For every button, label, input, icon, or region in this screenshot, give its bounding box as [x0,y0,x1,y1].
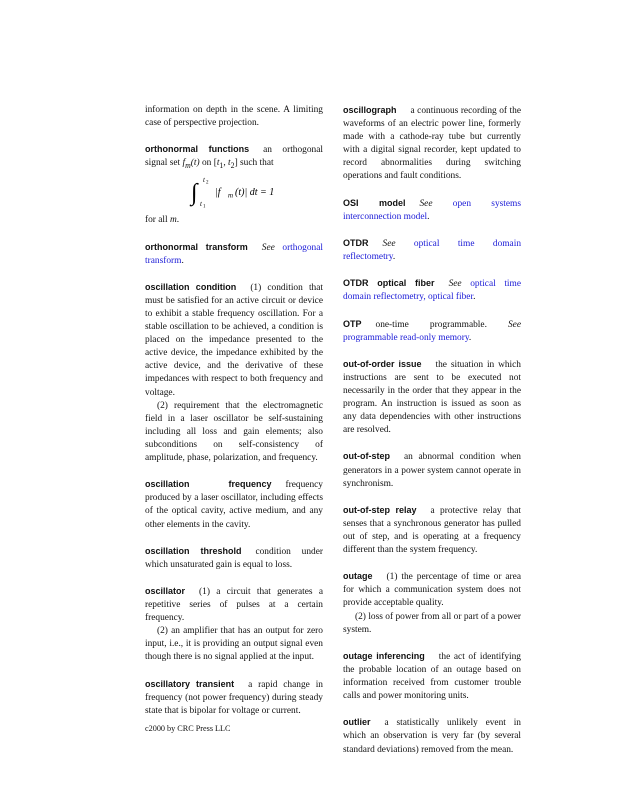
period: . [427,211,430,222]
entry-oscillograph [343,104,521,184]
term-outlier: outlier [343,717,371,728]
formula-body-rest: (t)| dt = 1 [235,187,275,199]
def-out-of-step-relay: a protective relay that senses that a synchronous generator has pulled out of step, and is operating at a frequency different than the system frequency. [343,505,521,556]
see-label: See [507,319,521,330]
after-sym: m [170,215,177,226]
sym-arg: (t) [190,158,200,169]
integral-sign: ∫ [191,180,198,207]
after-text: for all [145,215,168,226]
term-out-of-step-relay: out-of-step relay [343,504,417,515]
term-otp: OTP [343,318,362,329]
def-oscillation-condition-2: (2) requirement that the electromagnetic field in a laser oscillator be self-sustaining including all loss and gain elements; also subconditions on self-consistency of amplitude, phase, polarization, and frequency. [145,400,323,464]
link-prom[interactable]: programmable read-only memory [343,332,469,343]
sym-f: f [182,158,186,169]
def-orthonormal-functions: an orthogonal signal set [145,145,323,169]
entry-outage [343,570,521,636]
t2: t [228,158,231,169]
integral-svg [189,174,319,208]
entry-orthonormal-transform [145,241,323,268]
def-oscillograph: a continuous recording of the waveforms of an electric power line, formerly made with a cathode-ray tube but currently with a digital signal recorder, kept updated to record abnormalities during switching operations and fault conditions. [343,106,521,182]
term-out-of-order-issue: out-of-order issue [343,358,422,369]
upper-limit: t [203,176,205,185]
term-oscillator: oscillator [145,585,186,596]
formula-body: |f [215,187,221,199]
def-out-of-order-issue: the situation in which instructions are sent to be executed not necessarily in the order that they appear in the program. An instruction is issued as soon as any data dependencies with other instructions are resolved. [343,359,521,436]
term-oscillation-frequency: oscillation frequency [145,479,272,490]
link-orthogonal-transform[interactable]: orthogonal transform [145,242,323,266]
entry-outage-inferencing [343,650,521,703]
upper-limit-sub: 2 [206,180,209,186]
def-oscillation-threshold: condition under which unsaturated gain is equal to loss. [145,546,323,570]
period: . [392,252,396,263]
def-oscillatory-transient: a rapid change in frequency (not power frequency) during steady state that is bipolar for voltage or current. [145,679,323,716]
formula-body-sub: m [228,191,234,200]
def-oscillator-2: (2) an amplifier that has an output for zero input, i.e., it is providing an output signal even though there is no signal applied at the input. [145,626,323,663]
see-label: See [419,198,433,209]
entry-out-of-step [343,450,521,490]
see-label: See [448,279,462,290]
term-otdr: OTDR [343,237,369,248]
term-oscillation-condition: oscillation condition [145,281,237,292]
entry-oscillator [145,585,323,665]
sym-m-sub: m [185,161,191,171]
lower-limit-sub: 1 [203,204,206,209]
def-outlier: a statistically unlikely event in which an observation is very far (by several standard deviations) removed from the mean. [343,718,521,755]
period: . [473,292,476,303]
intro-text: information on depth in the scene. A limiting case of perspective projection. [145,105,323,129]
entry-otp [343,318,521,345]
def-oscillator-1: (1) a circuit that generates a repetitive series of pulses at a certain frequency. [145,586,323,624]
entry-orthonormal-functions [145,143,323,227]
term-orthonormal-functions: orthonormal functions [145,144,250,155]
term-oscillograph: oscillograph [343,105,397,115]
period: . [468,332,472,343]
link-otdr[interactable]: optical time domain reflectometry [343,238,522,263]
t2-sub: 2 [230,161,235,171]
lower-limit: t [200,200,202,209]
t1: t [216,158,220,169]
term-outage: outage [343,571,373,582]
def-oscillation-frequency: frequency produced by a laser oscillator, including effects of the optical cavity, active medium, and any other elements in the cavity. [145,480,323,530]
entry-oscillation-threshold [145,545,323,572]
integral-formula [145,174,323,208]
left-column [145,104,323,731]
link-otdr-optical-fiber[interactable]: optical time domain reflectometry, optical fiber [343,279,521,303]
close-text: ] such that [234,158,274,169]
comma: , [223,158,229,169]
on-text: on [ [201,158,217,169]
right-column [343,104,521,770]
see-label: See [382,238,396,249]
t1-sub: 1 [219,161,224,171]
period: . [181,255,184,266]
link-osi[interactable]: open systems interconnection model [343,198,521,222]
entry-oscillatory-transient [145,678,323,718]
entry-oscillation-frequency [145,478,323,531]
entry-otdr [343,237,521,264]
entry-out-of-order-issue [343,358,521,438]
entry-intro [145,104,323,130]
def-out-of-step: an abnormal condition when generators in a power system cannot operate in synchronism. [343,452,521,489]
page-footer: c2000 by CRC Press LLC [145,724,231,733]
term-oscillation-threshold: oscillation threshold [145,545,242,556]
def-outage-inferencing: the act of identifying the probable location of an outage based on information received from customer trouble calls and power monitoring units. [343,651,521,702]
def-oscillation-condition-1: (1) condition that must be satisfied for an active circuit or device to exhibit a stable frequency oscillation. For a stable oscillation to be achieved, a condition is placed on the impedance presented to the active device, the impedance exhibited by the active device, and the derivative of these impedances with respect to both frequency and voltage. [145,282,324,398]
def-otp: one-time programmable. [375,319,487,330]
after-end: . [176,215,180,226]
term-outage-inferencing: outage inferencing [343,650,425,661]
def-outage-2: (2) loss of power from all or part of a power system. [343,611,521,635]
term-otdr-optical-fiber: OTDR optical fiber [343,278,435,289]
entry-oscillation-condition [145,281,323,465]
entry-osi-model [343,197,521,224]
see-label: See [261,242,275,253]
term-osi-model: OSI model [343,197,406,208]
entry-out-of-step-relay [343,504,521,557]
def-outage-1: (1) the percentage of time or area for which a communication system does not provide acceptable quality. [343,572,521,609]
term-out-of-step: out-of-step [343,451,390,462]
entry-otdr-optical-fiber [343,277,521,304]
entry-outlier [343,716,521,756]
term-orthonormal-transform: orthonormal transform [145,241,248,252]
term-oscillatory-transient: oscillatory transient [145,678,235,689]
